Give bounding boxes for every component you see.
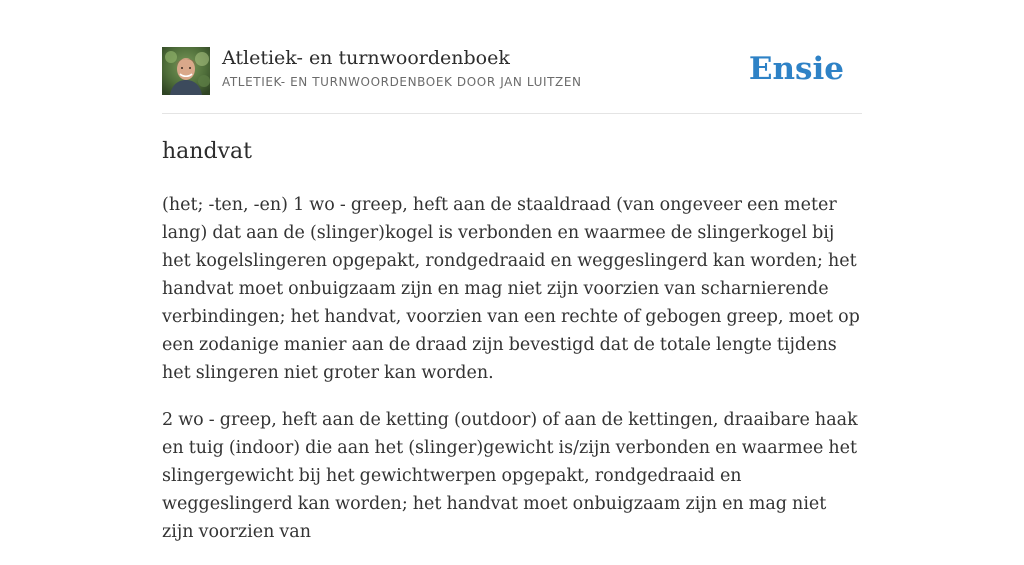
definition-paragraph: (het; -ten, -en) 1 wo - greep, heft aan de staaldraad (van ongeveer een meter lang) dat aan de (slinger)kogel is verbonden en waarmee de slingerkogel bij het kogelslingeren opgepakt, rondgedraaid en weggeslingerd kan worden; het handvat moet onbuigzaam zijn en mag niet zijn voorzien van scharnierende verbindingen; het handvat, voorzien van een rechte of gebogen greep, moet op een zodanige manier aan de draad zijn bevestigd dat de totale lengte tijdens het slingeren niet groter kan worden. [162, 195, 860, 383]
header-divider [162, 113, 862, 114]
entry-definition [162, 191, 862, 546]
site-header [162, 46, 862, 96]
site-title[interactable]: Atletiek- en turnwoordenboek [222, 47, 510, 69]
author-portrait-icon [162, 47, 210, 95]
author-avatar[interactable] [162, 47, 210, 95]
entry-term: handvat [162, 139, 252, 164]
definition-paragraph: 2 wo - greep, heft aan de ketting (outdoor) of aan de kettingen, draaibare haak en tuig (indoor) die aan het (slinger)gewicht is/zijn verbonden en waarmee het slingergewicht bij het gewichtwerpen opgepakt, rondgedraaid en weggeslingerd kan worden; het handvat moet onbuigzaam zijn en mag niet zijn voorzien van [162, 410, 858, 542]
site-subtitle[interactable]: ATLETIEK- EN TURNWOORDENBOEK DOOR JAN LUITZEN [222, 75, 582, 89]
entry-content [162, 137, 862, 565]
ensie-logo[interactable]: Ensie [748, 51, 844, 87]
